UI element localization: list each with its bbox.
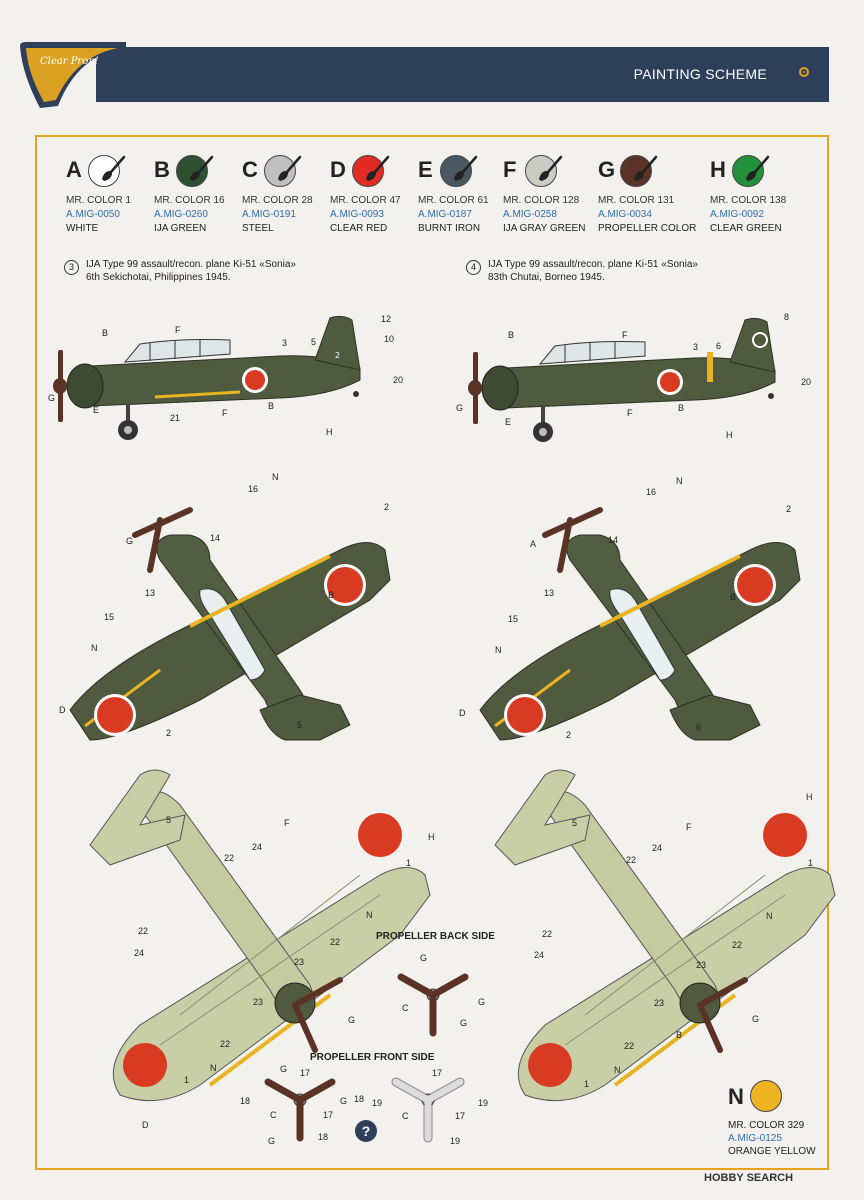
callout-label: F [222, 408, 228, 418]
swatch-color-name: IJA GREEN [154, 223, 207, 234]
callout-label: 5 [311, 337, 317, 347]
callout-label: G [48, 393, 56, 403]
swatch-mr-color: MR. COLOR 1 [66, 195, 132, 206]
callout-label: G [348, 1015, 356, 1025]
callout-label: E [93, 405, 100, 415]
callout-label: N [676, 476, 683, 486]
callout-label: G [420, 953, 428, 963]
callout-label: B [268, 401, 275, 411]
callout-label: 17 [432, 1068, 443, 1078]
swatch-mr-color: MR. COLOR 138 [710, 195, 787, 206]
callout-label: 10 [384, 334, 395, 344]
callout-label: 22 [224, 853, 235, 863]
callout-label: 1 [184, 1075, 190, 1085]
callout-label: B [676, 1030, 683, 1040]
propeller-back-drawing [401, 977, 468, 1033]
callout-label: D [459, 708, 466, 718]
callout-label: 21 [170, 413, 181, 423]
callout-label: 24 [134, 948, 145, 958]
swatch-letter: G [598, 157, 616, 182]
swatch-mr-color: MR. COLOR 61 [418, 195, 489, 206]
footer-watermark: HOBBY SEARCH [704, 1172, 794, 1184]
callout-label: N [366, 910, 373, 920]
callout-label: 18 [354, 1094, 365, 1104]
swatch-letter: N [728, 1084, 744, 1109]
callout-label: 22 [542, 929, 553, 939]
scheme-title: IJA Type 99 assault/recon. plane Ki-51 «Sonia» [86, 259, 296, 270]
callout-label: H [726, 430, 733, 440]
callout-label: 19 [450, 1136, 461, 1146]
callout-label: 15 [104, 612, 115, 622]
swatch-letter: B [154, 157, 170, 182]
callout-label: 20 [393, 375, 404, 385]
callout-label: 23 [696, 960, 707, 970]
callout-label: G [478, 997, 486, 1007]
swatch-letter: C [242, 157, 258, 182]
swatch-mig-code: A.MIG-0191 [242, 209, 296, 220]
swatch-color-name: BURNT IRON [418, 223, 481, 234]
logo-text: Clear Prop! [40, 56, 99, 67]
callout-label: 5 [166, 815, 172, 825]
callout-label: 23 [253, 997, 264, 1007]
svg-text:2: 2 [335, 351, 341, 360]
callout-label: 19 [372, 1098, 383, 1108]
callout-label: 2 [566, 730, 572, 740]
callout-label: G [340, 1096, 348, 1106]
callout-label: 2 [786, 504, 792, 514]
swatch-mig-code: A.MIG-0050 [66, 209, 120, 220]
propeller-front-title: PROPELLER FRONT SIDE [310, 1052, 435, 1063]
callout-label: C [270, 1110, 277, 1120]
callout-label: C [402, 1111, 409, 1121]
callout-label: A [530, 539, 537, 549]
callout-label: 14 [210, 533, 221, 543]
callout-label: 12 [381, 314, 392, 324]
callout-label: 20 [801, 377, 812, 387]
callout-label: C [402, 1003, 409, 1013]
callout-label: F [686, 822, 692, 832]
callout-label: G [460, 1018, 468, 1028]
scheme-number: 3 [64, 260, 79, 275]
callout-label: E [505, 417, 512, 427]
swatch-mig-code: A.MIG-0260 [154, 209, 208, 220]
callout-label: B [508, 330, 515, 340]
swatch-n [728, 1080, 838, 1170]
callout-label: 6 [696, 722, 702, 732]
callout-label: 18 [318, 1132, 329, 1142]
callout-label: 16 [646, 487, 657, 497]
callout-label: N [495, 645, 502, 655]
page-title: PAINTING SCHEME [633, 66, 767, 82]
callout-label: D [59, 705, 66, 715]
swatch-mr-color: MR. COLOR 128 [503, 195, 580, 206]
help-icon[interactable]: ? [355, 1120, 377, 1142]
callout-label: 8 [784, 312, 790, 322]
callout-label: 22 [138, 926, 149, 936]
callout-label: 23 [654, 998, 665, 1008]
callout-label: 6 [716, 341, 722, 351]
callout-label: N [91, 643, 98, 653]
scheme-subtitle: 6th Sekichotai, Philippines 1945. [86, 272, 231, 283]
callout-label: D [142, 1120, 149, 1130]
swatch-color-name: CLEAR RED [330, 223, 388, 234]
callout-label: F [284, 818, 290, 828]
propeller-front-steel-drawing [396, 1082, 460, 1138]
swatch-mr-color: MR. COLOR 28 [242, 195, 313, 206]
swatch-letter: F [503, 157, 517, 182]
callout-label: G [280, 1064, 288, 1074]
callout-label: 3 [693, 342, 699, 352]
callout-label: H [428, 832, 435, 842]
callout-label: F [627, 408, 633, 418]
swatch-color-name: STEEL [242, 223, 274, 234]
swatch-color-name: PROPELLER COLOR [598, 223, 697, 234]
callout-label: 17 [300, 1068, 311, 1078]
swatch-mig-code: A.MIG-0093 [330, 209, 384, 220]
callout-label: 2 [166, 728, 172, 738]
callout-label: 22 [732, 940, 743, 950]
callout-label: N [210, 1063, 217, 1073]
callout-label: 1 [406, 858, 412, 868]
callout-label: 13 [145, 588, 156, 598]
callout-label: 2 [384, 502, 390, 512]
callout-label: 16 [248, 484, 259, 494]
callout-label: 5 [297, 720, 303, 730]
callout-label: B [730, 592, 737, 602]
scheme-number: 4 [466, 260, 481, 275]
callout-label: N [272, 472, 279, 482]
callout-label: G [126, 536, 134, 546]
swatch-mr-color: MR. COLOR 16 [154, 195, 225, 206]
callout-label: B [328, 590, 335, 600]
callout-label: 24 [652, 843, 663, 853]
propeller-back-title: PROPELLER BACK SIDE [376, 931, 495, 942]
swatch-letter: H [710, 157, 726, 182]
swatch-mig-code: A.MIG-0092 [710, 209, 764, 220]
callout-label: G [752, 1014, 760, 1024]
scheme-title: IJA Type 99 assault/recon. plane Ki-51 «Sonia» [488, 259, 698, 270]
callout-label: 13 [544, 588, 555, 598]
callout-label: 22 [624, 1041, 635, 1051]
swatch-mig-code: A.MIG-0125 [728, 1133, 782, 1144]
callout-label: 14 [608, 535, 619, 545]
swatch-mr-color: MR. COLOR 47 [330, 195, 401, 206]
swatch-letter: D [330, 157, 346, 182]
swatch-letter: A [66, 157, 82, 182]
swatch-mr-color: MR. COLOR 329 [728, 1120, 805, 1131]
callout-label: 3 [282, 338, 288, 348]
callout-label: G [456, 403, 464, 413]
callout-label: H [806, 792, 813, 802]
callout-label: 5 [572, 818, 578, 828]
callout-label: B [678, 403, 685, 413]
callout-label: F [175, 325, 181, 335]
top-view-scheme-3 [70, 510, 390, 740]
swatch-letter: E [418, 157, 433, 182]
top-view-scheme-4 [480, 510, 800, 740]
callout-label: N [614, 1065, 621, 1075]
swatch-mig-code: A.MIG-0034 [598, 209, 652, 220]
scheme-subtitle: 83th Chutai, Borneo 1945. [488, 272, 605, 283]
swatch-color-name: WHITE [66, 223, 99, 234]
paint-circle-icon [750, 1080, 782, 1112]
callout-label: B [102, 328, 109, 338]
callout-label: 22 [330, 937, 341, 947]
swatch-color-name: IJA GRAY GREEN [503, 223, 586, 234]
swatch-mig-code: A.MIG-0258 [503, 209, 557, 220]
callout-label: N [766, 911, 773, 921]
side-view-scheme-3 [53, 316, 360, 440]
callout-label: 17 [455, 1111, 466, 1121]
callout-label: 18 [240, 1096, 251, 1106]
callout-label: 24 [252, 842, 263, 852]
callout-label: 19 [478, 1098, 489, 1108]
callout-label: H [326, 427, 333, 437]
callout-label: F [622, 330, 628, 340]
callout-label: 24 [534, 950, 545, 960]
swatch-color-name: ORANGE YELLOW [728, 1146, 816, 1157]
callout-label: 22 [220, 1039, 231, 1049]
callout-label: 22 [626, 855, 637, 865]
swatch-mr-color: MR. COLOR 131 [598, 195, 675, 206]
callout-label: 15 [508, 614, 519, 624]
callout-label: 23 [294, 957, 305, 967]
callout-label: G [268, 1136, 276, 1146]
callout-label: 17 [323, 1110, 334, 1120]
callout-label: 1 [584, 1079, 590, 1089]
callout-label: 1 [808, 858, 814, 868]
swatch-color-name: CLEAR GREEN [710, 223, 782, 234]
swatch-mig-code: A.MIG-0187 [418, 209, 472, 220]
